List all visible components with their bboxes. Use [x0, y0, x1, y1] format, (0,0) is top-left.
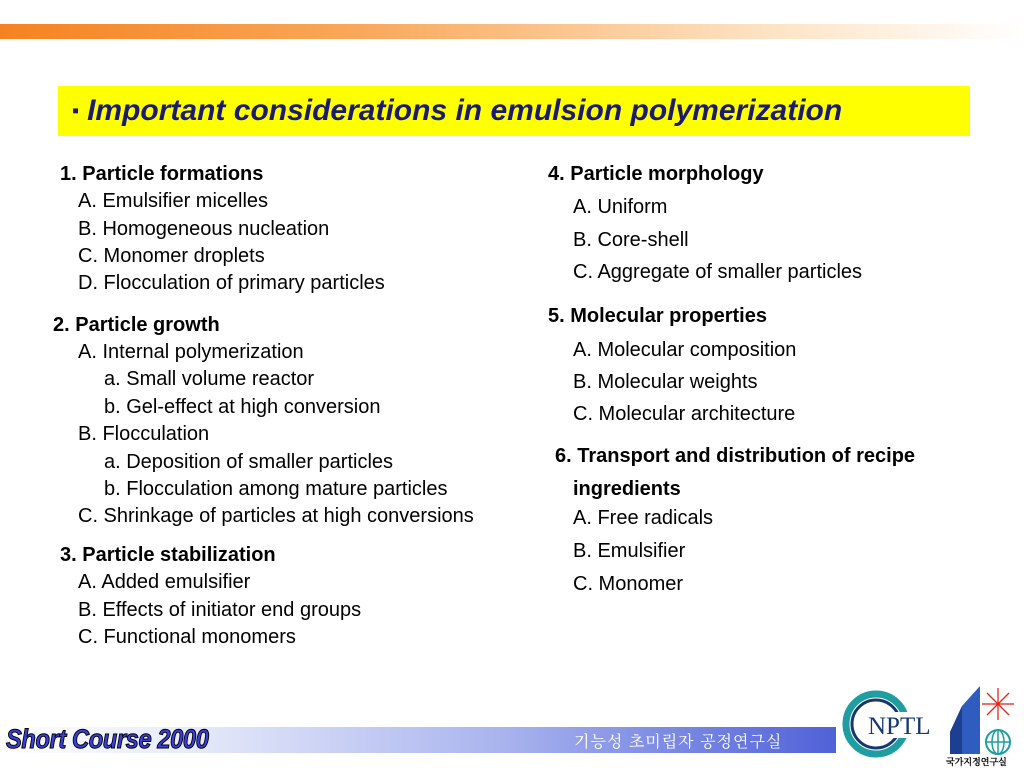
list-item: B. Flocculation [78, 423, 210, 445]
slide-title: Important considerations in emulsion polymerization [87, 94, 843, 127]
list-item: B. Molecular weights [573, 371, 758, 393]
list-item: C. Shrinkage of particles at high conversions [78, 505, 474, 527]
section-heading-particle-stabilization: 3. Particle stabilization [60, 544, 276, 566]
tower-logo-icon [946, 686, 1020, 756]
list-item: A. Emulsifier micelles [78, 190, 269, 212]
lab-name: 기능성 초미립자 공정연구실 [574, 734, 783, 751]
list-item: B. Core-shell [573, 229, 689, 251]
section-heading-transport-cont: ingredients [573, 478, 681, 500]
list-item: C. Molecular architecture [573, 403, 796, 425]
section-heading-particle-growth: 2. Particle growth [53, 314, 220, 336]
title-box [58, 86, 970, 136]
list-item: A. Internal polymerization [78, 341, 304, 363]
course-label: Short Course 2000 [6, 724, 209, 754]
national-lab-label: 국가지정연구실 [946, 757, 1007, 767]
list-subitem: b. Flocculation among mature particles [104, 478, 448, 500]
list-item: B. Emulsifier [573, 540, 686, 562]
nptl-logo-text: NPTL [868, 713, 931, 740]
list-subitem: a. Deposition of smaller particles [104, 451, 394, 473]
section-heading-molecular-properties: 5. Molecular properties [548, 305, 767, 327]
list-item: B. Homogeneous nucleation [78, 218, 330, 240]
list-item: C. Monomer [573, 573, 684, 595]
section-heading-particle-morphology: 4. Particle morphology [548, 163, 764, 185]
list-item: A. Molecular composition [573, 339, 797, 361]
section-heading-particle-formations: 1. Particle formations [60, 163, 264, 185]
list-item: C. Monomer droplets [78, 245, 265, 267]
section-heading-transport: 6. Transport and distribution of recipe [555, 445, 916, 467]
list-item: C. Functional monomers [78, 626, 296, 648]
title-bullet-icon: ▪ [72, 99, 80, 122]
nptl-logo-icon [840, 690, 950, 760]
list-item: C. Aggregate of smaller particles [573, 261, 863, 283]
list-item: B. Effects of initiator end groups [78, 599, 362, 621]
list-item: A. Uniform [573, 196, 668, 218]
list-item: D. Flocculation of primary particles [78, 272, 385, 294]
list-item: A. Added emulsifier [78, 571, 251, 593]
list-item: A. Free radicals [573, 507, 714, 529]
list-subitem: a. Small volume reactor [104, 368, 315, 390]
top-accent-bar [0, 24, 1024, 39]
list-subitem: b. Gel-effect at high conversion [104, 396, 381, 418]
